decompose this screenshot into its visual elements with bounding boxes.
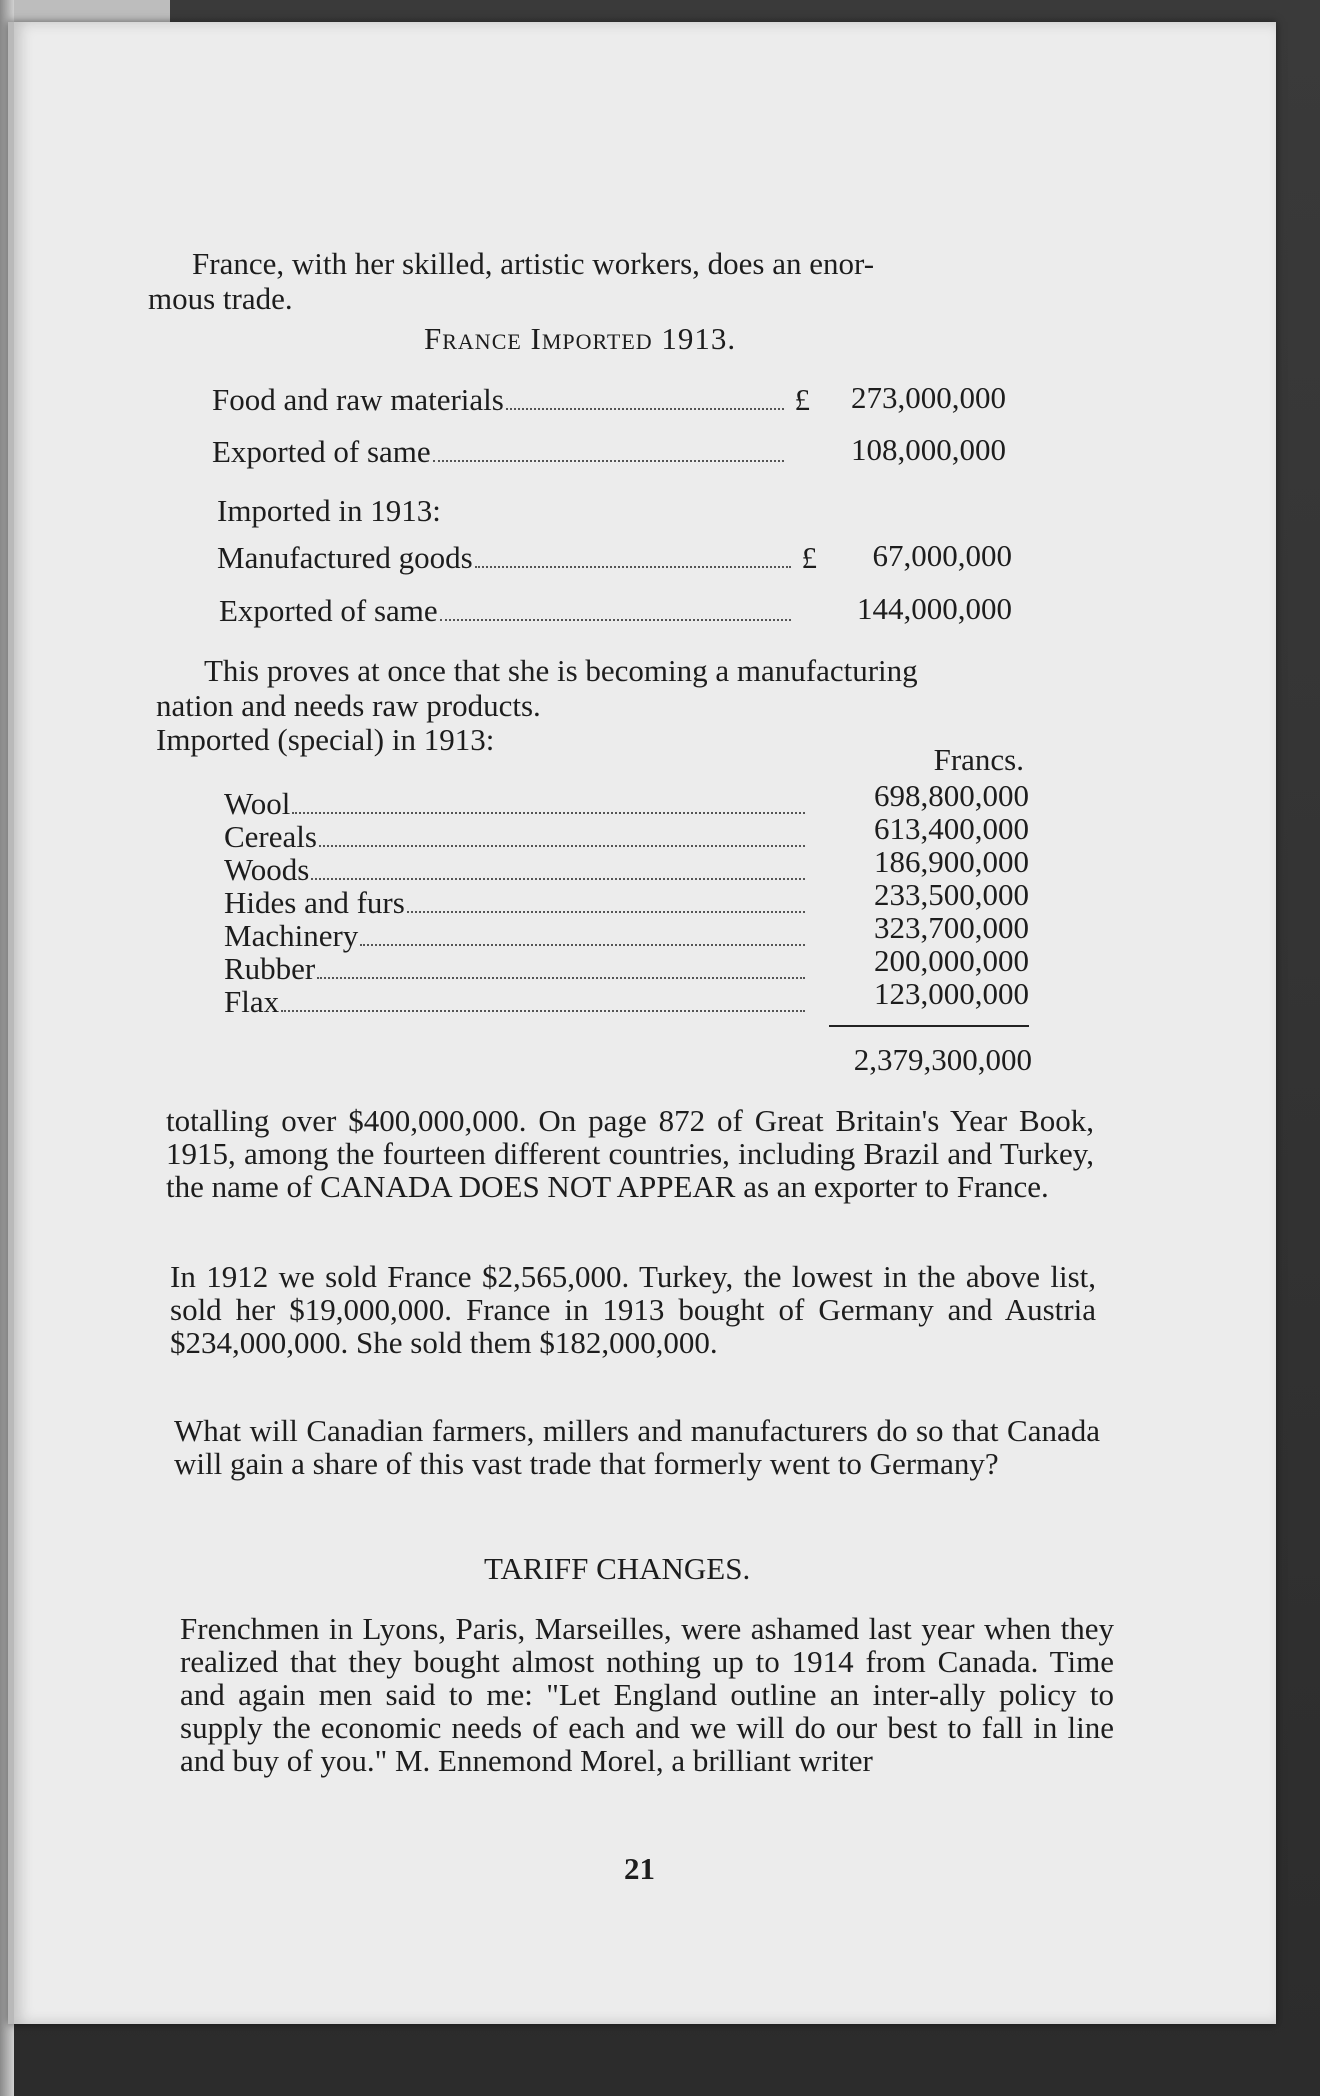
leader-dots <box>360 944 805 946</box>
table2-value-machinery: 323,700,000 <box>874 910 1029 945</box>
table1-row-exported <box>212 436 810 470</box>
table2-row-hides <box>224 887 809 921</box>
table1-row-label: Manufactured goods <box>217 540 473 575</box>
table2-value-cereals: 613,400,000 <box>874 811 1029 846</box>
table1-value-exported-2: 144,000,000 <box>857 591 1012 626</box>
table2-value-wool: 698,800,000 <box>874 778 1029 813</box>
total-rule <box>829 1025 1029 1027</box>
table1-value-food: 273,000,000 <box>851 380 1006 415</box>
table1-row-exported-2 <box>219 595 817 629</box>
page-number: 21 <box>624 1851 655 1886</box>
table2-row-machinery <box>224 920 809 954</box>
leader-dots <box>281 1010 805 1012</box>
book-page <box>8 22 1276 2024</box>
table2-row-woods <box>224 854 809 888</box>
para-proves-line-2: nation and needs raw products. <box>156 688 541 723</box>
page-content <box>14 22 1276 2024</box>
para-frenchmen: Frenchmen in Lyons, Paris, Marseilles, were ashamed last year when they realized that they bought almost nothing up to 1914 from Canada. Time and again men said to me: "Let England outline an inter-ally policy to supply the economic needs of each and we will do our best to fall in line and buy of you." M. Ennemond Morel, a brilliant writer <box>180 1611 1114 1778</box>
currency-symbol: £ <box>801 540 817 575</box>
currency-symbol: £ <box>794 382 810 417</box>
special-heading: Imported (special) in 1913: <box>156 722 495 757</box>
table2-row-label: Cereals <box>224 819 317 854</box>
table2-row-label: Wool <box>224 786 291 821</box>
table2-row-cereals <box>224 821 809 855</box>
table1-row-label: Exported of same <box>219 593 438 628</box>
table2-row-label: Machinery <box>224 918 359 953</box>
tariff-heading: TARIFF CHANGES. <box>484 1551 751 1586</box>
para-question: What will Canadian farmers, millers and manufacturers do so that Canada will gain a share of this vast trade that formerly went to Germany? <box>174 1413 1100 1481</box>
table2-row-rubber <box>224 953 809 987</box>
table1-row-manufactured <box>217 542 817 576</box>
table2-row-label: Rubber <box>224 951 316 986</box>
leader-dots <box>506 408 784 410</box>
leader-dots <box>407 911 805 913</box>
leader-dots <box>311 878 805 880</box>
table2-unit-label: Francs. <box>933 742 1024 777</box>
table1-subheading: Imported in 1913: <box>217 493 441 528</box>
table1-row-label: Food and raw materials <box>212 382 504 417</box>
table2-row-label: Flax <box>224 984 280 1019</box>
table1-row-food <box>212 384 810 418</box>
table2-value-woods: 186,900,000 <box>874 844 1029 879</box>
para-1912: In 1912 we sold France $2,565,000. Turkey, the lowest in the above list, sold her $19,000,000. France in 1913 bought of Germany and Austria $234,000,000. She sold them $182,000,000. <box>170 1259 1096 1360</box>
table1-value-manufactured: 67,000,000 <box>872 538 1012 573</box>
para-totalling: totalling over $400,000,000. On page 872 of Great Britain's Year Book, 1915, among the fourteen different countries, including Brazil and Turkey, the name of CANADA DOES NOT APPEAR as an exporter to France. <box>166 1103 1094 1204</box>
leader-dots <box>317 977 805 979</box>
intro-line-2: mous trade. <box>148 281 293 316</box>
table2-value-hides: 233,500,000 <box>874 877 1029 912</box>
intro-line-1: France, with her skilled, artistic workers, does an enor- <box>192 246 875 281</box>
table2-row-wool <box>224 788 809 822</box>
table1-row-label: Exported of same <box>212 434 431 469</box>
table2-value-rubber: 200,000,000 <box>874 943 1029 978</box>
section-heading-france-imported: France Imported 1913. <box>424 321 737 356</box>
leader-dots <box>475 566 791 568</box>
table1-value-exported: 108,000,000 <box>851 432 1006 467</box>
table2-row-label: Hides and furs <box>224 885 405 920</box>
leader-dots <box>440 619 791 621</box>
leader-dots <box>319 845 805 847</box>
para-proves-line-1: This proves at once that she is becoming a manufacturing <box>204 653 918 688</box>
leader-dots <box>292 812 805 814</box>
table2-total: 2,379,300,000 <box>853 1042 1032 1077</box>
table2-value-flax: 123,000,000 <box>874 976 1029 1011</box>
table2-row-label: Woods <box>224 852 310 887</box>
table2-row-flax <box>224 986 809 1020</box>
leader-dots <box>433 460 784 462</box>
